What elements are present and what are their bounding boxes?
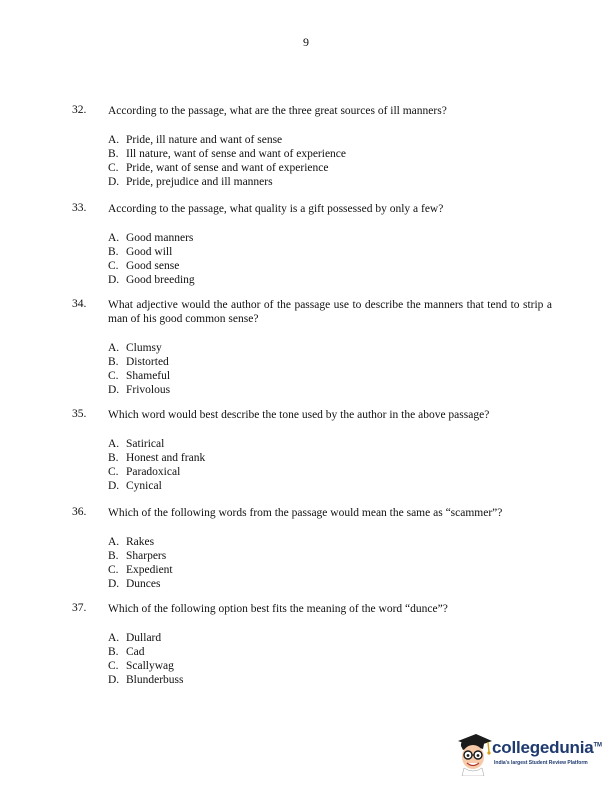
option-text: Pride, want of sense and want of experience — [126, 162, 329, 174]
option-letter: C. — [108, 370, 119, 382]
options-list — [108, 133, 552, 189]
option-text: Cynical — [126, 480, 162, 492]
page-number: 9 — [303, 35, 309, 49]
option — [108, 659, 552, 673]
options-list — [108, 437, 552, 493]
option — [108, 465, 552, 479]
question-number: 35. — [72, 408, 87, 420]
logo-name: collegedunia™ — [492, 738, 602, 757]
question-number: 34. — [72, 298, 87, 310]
option-letter: D. — [108, 578, 120, 590]
option-text: Sharpers — [126, 550, 167, 562]
option-letter: A. — [108, 134, 120, 146]
option-text: Expedient — [126, 564, 173, 576]
question-text: Which of the following words from the passage would mean the same as “scammer”? — [108, 507, 503, 519]
option-letter: B. — [108, 148, 119, 160]
option-letter: A. — [108, 632, 120, 644]
option-letter: D. — [108, 176, 120, 188]
option — [108, 259, 552, 273]
option — [108, 673, 552, 687]
option — [108, 369, 552, 383]
option — [108, 273, 552, 287]
option — [108, 133, 552, 147]
option — [108, 631, 552, 645]
option-letter: C. — [108, 466, 119, 478]
options-list — [108, 231, 552, 287]
option-text: Paradoxical — [126, 466, 181, 478]
question-text: What adjective would the author of the passage use to describe the manners that tend to strip a man of his good common sense? — [108, 299, 552, 325]
option-text: Good will — [126, 246, 173, 258]
options-list — [108, 341, 552, 397]
option-letter: B. — [108, 550, 119, 562]
option-text: Rakes — [126, 536, 155, 548]
option-text: Scallywag — [126, 660, 174, 672]
options-list — [108, 631, 552, 687]
option-text: Frivolous — [126, 384, 171, 396]
option — [108, 161, 552, 175]
option-text: Distorted — [126, 356, 169, 368]
option-letter: B. — [108, 646, 119, 658]
option — [108, 147, 552, 161]
option-text: Cad — [126, 646, 145, 658]
option-text: Blunderbuss — [126, 674, 184, 686]
option — [108, 437, 552, 451]
question-33 — [72, 202, 552, 287]
options-list — [108, 535, 552, 591]
question-number: 36. — [72, 506, 87, 518]
collegedunia-logo — [454, 730, 600, 778]
option-letter: A. — [108, 438, 120, 450]
option-letter: B. — [108, 246, 119, 258]
option — [108, 577, 552, 591]
mascot-icon — [454, 732, 492, 776]
option-letter: C. — [108, 260, 119, 272]
option-letter: B. — [108, 356, 119, 368]
option-text: Good sense — [126, 260, 180, 272]
option-text: Clumsy — [126, 342, 162, 354]
option — [108, 231, 552, 245]
question-number: 33. — [72, 202, 87, 214]
option-text: Pride, ill nature and want of sense — [126, 134, 283, 146]
option — [108, 383, 552, 397]
option-letter: C. — [108, 660, 119, 672]
question-number: 32. — [72, 104, 87, 116]
option-letter: D. — [108, 674, 120, 686]
option-letter: B. — [108, 452, 119, 464]
option-text: Satirical — [126, 438, 165, 450]
question-text: According to the passage, what quality is a gift possessed by only a few? — [108, 203, 444, 215]
option-text: Shameful — [126, 370, 171, 382]
option-letter: C. — [108, 564, 119, 576]
option — [108, 341, 552, 355]
option — [108, 355, 552, 369]
option-letter: D. — [108, 384, 120, 396]
question-text: Which of the following option best fits the meaning of the word “dunce”? — [108, 603, 448, 615]
option — [108, 175, 552, 189]
option — [108, 479, 552, 493]
option-text: Ill nature, want of sense and want of experience — [126, 148, 347, 160]
question-number: 37. — [72, 602, 87, 614]
option-text: Good breeding — [126, 274, 195, 286]
question-32 — [72, 104, 552, 189]
option-letter: A. — [108, 536, 120, 548]
option-letter: C. — [108, 162, 119, 174]
option — [108, 535, 552, 549]
question-34 — [72, 298, 552, 397]
question-text: According to the passage, what are the three great sources of ill manners? — [108, 105, 447, 117]
question-text: Which word would best describe the tone used by the author in the above passage? — [108, 409, 490, 421]
question-35 — [72, 408, 552, 493]
question-37 — [72, 602, 552, 687]
option-text: Honest and frank — [126, 452, 206, 464]
option-letter: D. — [108, 480, 120, 492]
option-letter: D. — [108, 274, 120, 286]
option-letter: A. — [108, 342, 120, 354]
option — [108, 563, 552, 577]
logo-tagline: India's largest Student Review Platform — [494, 760, 588, 766]
option — [108, 245, 552, 259]
option-text: Pride, prejudice and ill manners — [126, 176, 273, 188]
logo-trademark: TM — [593, 742, 602, 749]
option — [108, 645, 552, 659]
option — [108, 451, 552, 465]
option-text: Dullard — [126, 632, 162, 644]
option-text: Dunces — [126, 578, 161, 590]
option-letter: A. — [108, 232, 120, 244]
option — [108, 549, 552, 563]
question-36 — [72, 506, 552, 591]
option-text: Good manners — [126, 232, 194, 244]
